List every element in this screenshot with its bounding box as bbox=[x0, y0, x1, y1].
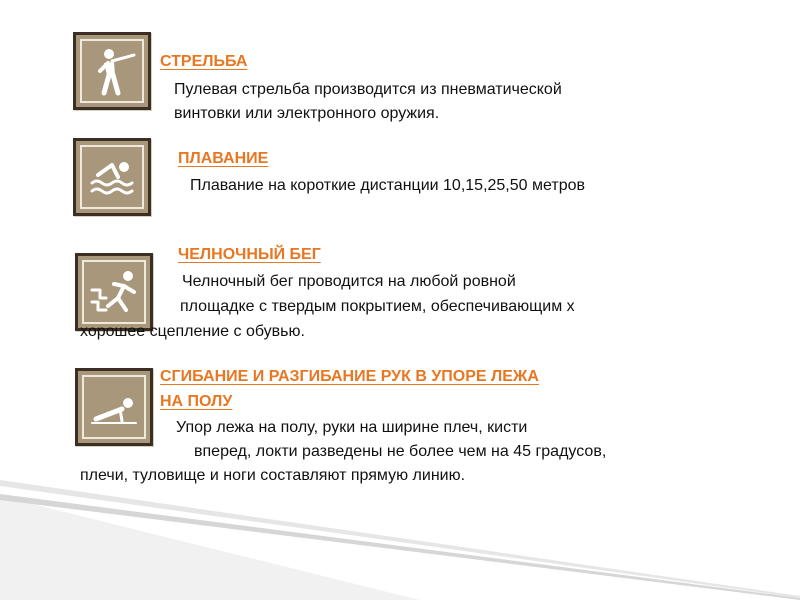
decorative-wedge bbox=[0, 480, 800, 600]
section-title-swimming: ПЛАВАНИЕ bbox=[178, 150, 269, 167]
section-title-push-ups: СГИБАНИЕ И РАЗГИБАНИЕ РУК В УПОРЕ ЛЕЖА bbox=[160, 368, 539, 385]
shuttle-run-icon bbox=[75, 253, 153, 331]
section-title-shuttle-run: ЧЕЛНОЧНЫЙ БЕГ bbox=[178, 246, 321, 263]
section-text-line: винтовки или электронного оружия. bbox=[174, 105, 440, 122]
shooter-icon bbox=[73, 32, 151, 110]
section-text-line: Плавание на короткие дистанции 10,15,25,50 метров bbox=[190, 177, 585, 194]
section-text-line: Челночный бег проводится на любой ровной bbox=[182, 273, 516, 290]
section-title-push-ups-line2: НА ПОЛУ bbox=[160, 393, 233, 410]
section-text-line: хорошее сцепление с обувью. bbox=[80, 323, 305, 340]
section-text-line: Пулевая стрельба производится из пневматической bbox=[174, 81, 562, 98]
push-up-icon bbox=[75, 368, 153, 446]
section-title-shooting: СТРЕЛЬБА bbox=[160, 53, 248, 70]
swimmer-icon bbox=[73, 138, 151, 216]
section-text-line: плечи, туловище и ноги составляют прямую линию. bbox=[80, 467, 466, 484]
section-text-line: Упор лежа на полу, руки на ширине плеч, кисти bbox=[176, 419, 528, 436]
section-text-line: площадке с твердым покрытием, обеспечивающим х bbox=[180, 298, 575, 315]
section-text-line: вперед, локти разведены не более чем на 45 градусов, bbox=[194, 443, 607, 460]
